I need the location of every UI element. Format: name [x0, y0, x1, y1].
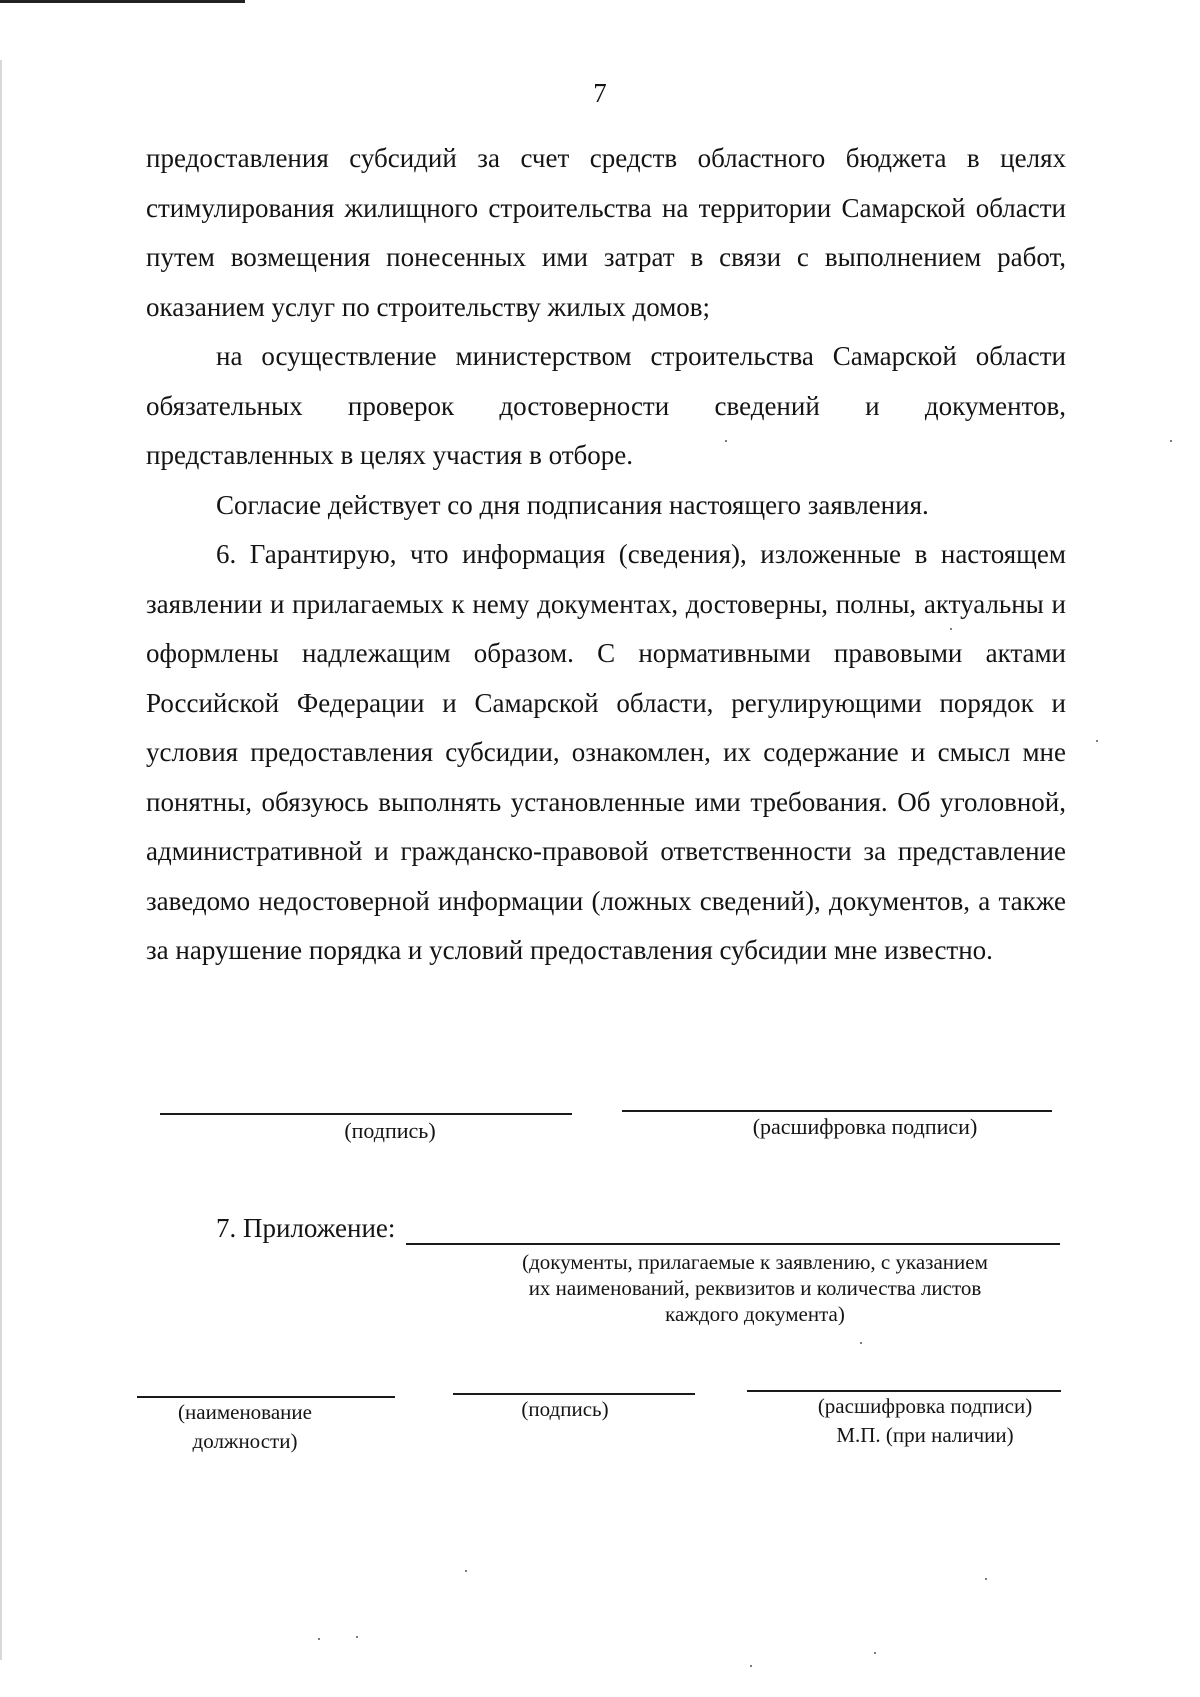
scan-speck — [318, 1638, 320, 1640]
scan-speck — [950, 628, 952, 630]
document-body — [146, 134, 1066, 976]
appendix-line — [406, 1243, 1060, 1245]
appendix-caption-line-1: (документы, прилагаемые к заявлению, с указанием — [522, 1250, 988, 1274]
appendix-caption — [470, 1249, 1040, 1327]
position-caption-line-1: (наименование — [178, 1400, 312, 1424]
paragraph-guarantee: 6. Гарантирую, что информация (сведения), изложенные в настоящем заявлении и прилагаемых к нему документах, достоверны, полны, актуальны и оформлены надлежащим образом. С нормативными правовыми актами Российской Федерации и Самарской области, регулирующими порядок и условия предоставления субсидии, ознакомлен, их содержание и смысл мне понятны, обязуюсь выполнять установленные ими требования. Об уголовной, административной и гражданско-правовой ответственности за представление заведомо недостоверной информации (ложных сведений), документов, а также за нарушение порядка и условий предоставления субсидии мне известно. — [146, 539, 1066, 965]
scan-edge-line — [0, 0, 245, 3]
paragraph-consent-validity: Согласие действует со дня подписания настоящего заявления. — [216, 489, 929, 520]
bottom-signature-line — [453, 1393, 695, 1395]
bottom-signature-caption: (подпись) — [521, 1397, 609, 1421]
bottom-decode-caption-line: (расшифровка подписи) — [817, 1394, 1033, 1418]
appendix-label: 7. Приложение: — [216, 1213, 396, 1243]
scan-speck — [750, 1665, 752, 1667]
position-line — [137, 1396, 395, 1398]
seal-caption: М.П. (при наличии) — [836, 1423, 1014, 1447]
scan-speck — [725, 440, 727, 442]
signature-line — [160, 1113, 572, 1115]
scan-speck — [1096, 740, 1098, 742]
scan-speck — [985, 1578, 987, 1580]
bottom-decode-line — [747, 1390, 1061, 1392]
appendix-caption-line-2: их наименований, реквизитов и количества листов — [528, 1276, 982, 1300]
scan-speck — [860, 1342, 862, 1344]
scan-speck — [874, 1652, 876, 1654]
scan-speck — [1170, 440, 1172, 442]
signature-decode-caption: (расшифровка подписи) — [752, 1114, 978, 1139]
scan-speck — [356, 1636, 358, 1638]
bottom-decode-caption — [790, 1393, 1060, 1448]
scan-speck — [465, 1570, 467, 1572]
appendix-caption-line-3: каждого документа) — [665, 1302, 845, 1326]
scan-edge-shadow — [0, 60, 2, 1660]
signature-caption: (подпись) — [344, 1118, 436, 1143]
position-caption-line-2: должности) — [192, 1429, 298, 1453]
paragraph-continuation: предоставления субсидий за счет средств областного бюджета в целях стимулирования жилищного строительства на территории Самарской области путем возмещения понесенных ими затрат в связи с выполнением работ, оказанием услуг по строительству жилых домов; — [146, 143, 1066, 322]
position-caption — [140, 1399, 350, 1454]
page-number: 7 — [593, 78, 607, 108]
paragraph-verification: на осуществление министерством строительства Самарской области обязательных проверок достоверности сведений и документов, представленных в целях участия в отборе. — [146, 341, 1066, 470]
signature-decode-line — [622, 1110, 1052, 1112]
